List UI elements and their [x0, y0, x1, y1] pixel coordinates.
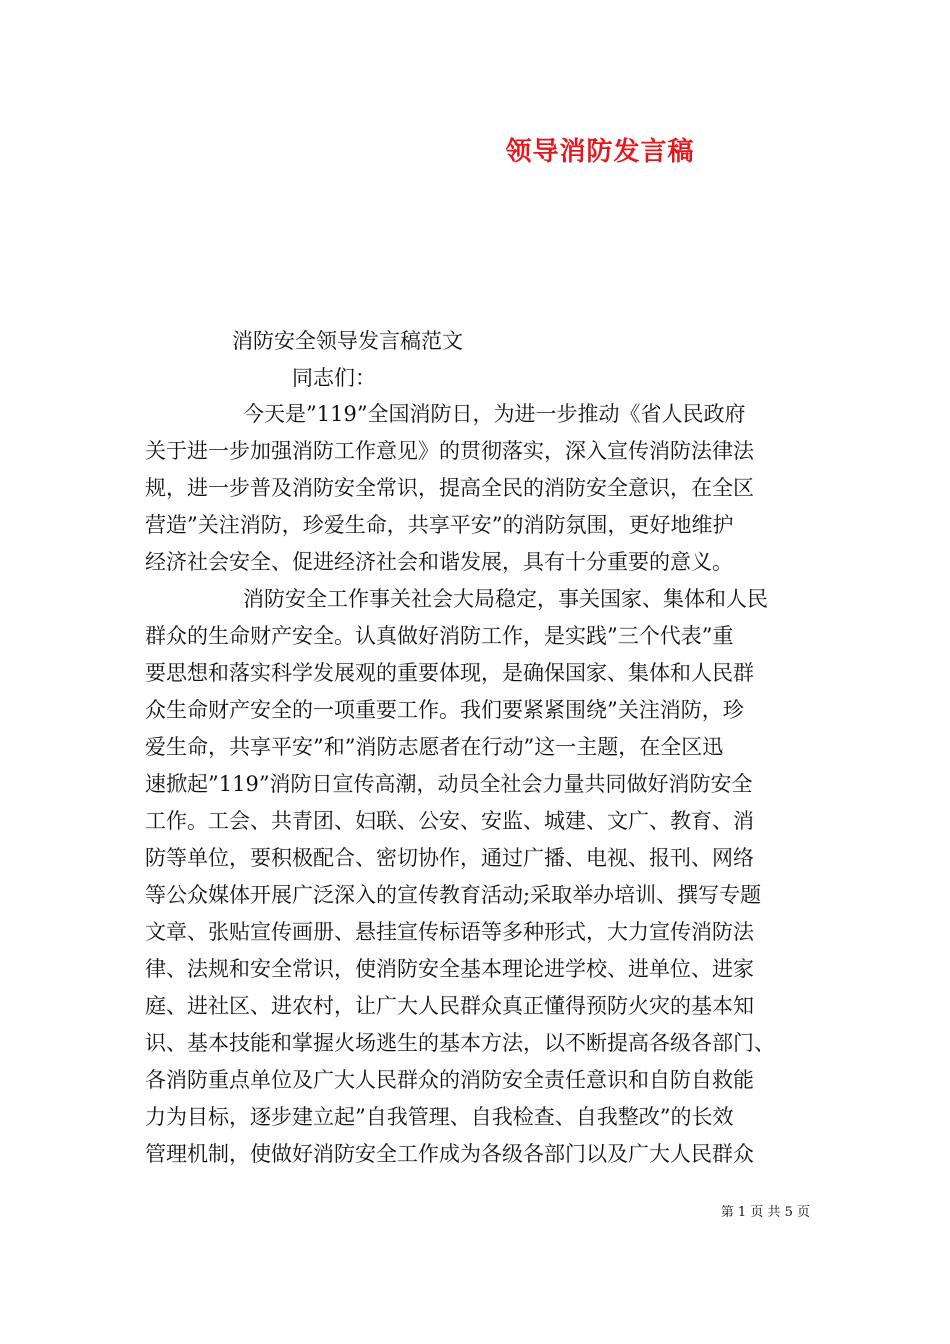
- paragraph-line: 爱生命，共享平安”和”消防志愿者在行动”这一主题，在全区迅: [145, 735, 724, 759]
- paragraph-line: 群众的生命财产安全。认真做好消防工作，是实践”三个代表”重: [145, 624, 734, 648]
- paragraph-line: 管理机制，使做好消防安全工作成为各级各部门以及广大人民群众: [145, 1142, 754, 1166]
- paragraph-line: 识、基本技能和掌握火场逃生的基本方法，以不断提高各级各部门、: [145, 1031, 775, 1055]
- paragraph-line: 各消防重点单位及广大人民群众的消防安全责任意识和自防自救能: [145, 1068, 754, 1092]
- paragraph-line: 律、法规和安全常识，使消防安全基本理论进学校、进单位、进家: [145, 957, 754, 981]
- paragraph-line: 速掀起”119”消防日宣传高潮，动员全社会力量共同做好消防安全: [145, 772, 753, 796]
- paragraph-line: 等公众媒体开展广泛深入的宣传教育活动;采取举办培训、撰写专题: [145, 883, 762, 907]
- paragraph-line: 要思想和落实科学发展观的重要体现，是确保国家、集体和人民群: [145, 661, 754, 685]
- subtitle-line: 消防安全领导发言稿范文: [232, 329, 463, 353]
- paragraph-line: 规，进一步普及消防安全常识，提高全民的消防安全意识，在全区: [145, 476, 754, 500]
- paragraph-line: 今天是”119”全国消防日，为进一步推动《省人民政府: [243, 402, 746, 426]
- paragraph-line: 工作。工会、共青团、妇联、公安、安监、城建、文广、教育、消: [145, 809, 754, 833]
- page-number-footer: 第 1 页 共 5 页: [720, 1205, 810, 1220]
- document-title: 领导消防发言稿: [505, 137, 695, 167]
- paragraph-line: 力为目标，逐步建立起”自我管理、自我检查、自我整改”的长效: [145, 1105, 734, 1129]
- paragraph-line: 众生命财产安全的一项重要工作。我们要紧紧围绕”关注消防，珍: [145, 698, 744, 722]
- paragraph-line: 营造”关注消防，珍爱生命，共享平安”的消防氛围，更好地维护: [145, 513, 734, 537]
- paragraph-line: 防等单位，要积极配合、密切协作，通过广播、电视、报刊、网络: [145, 846, 754, 870]
- paragraph-line: 消防安全工作事关社会大局稳定，事关国家、集体和人民: [243, 587, 768, 611]
- paragraph-line: 文章、张贴宣传画册、悬挂宣传标语等多种形式，大力宣传消防法: [145, 920, 754, 944]
- paragraph-line: 庭、进社区、进农村，让广大人民群众真正懂得预防火灾的基本知: [145, 994, 754, 1018]
- salutation-line: 同志们：: [292, 366, 376, 390]
- paragraph-line: 经济社会安全、促进经济社会和谐发展，具有十分重要的意义。: [145, 550, 733, 574]
- paragraph-line: 关于进一步加强消防工作意见》的贯彻落实，深入宣传消防法律法: [145, 439, 754, 463]
